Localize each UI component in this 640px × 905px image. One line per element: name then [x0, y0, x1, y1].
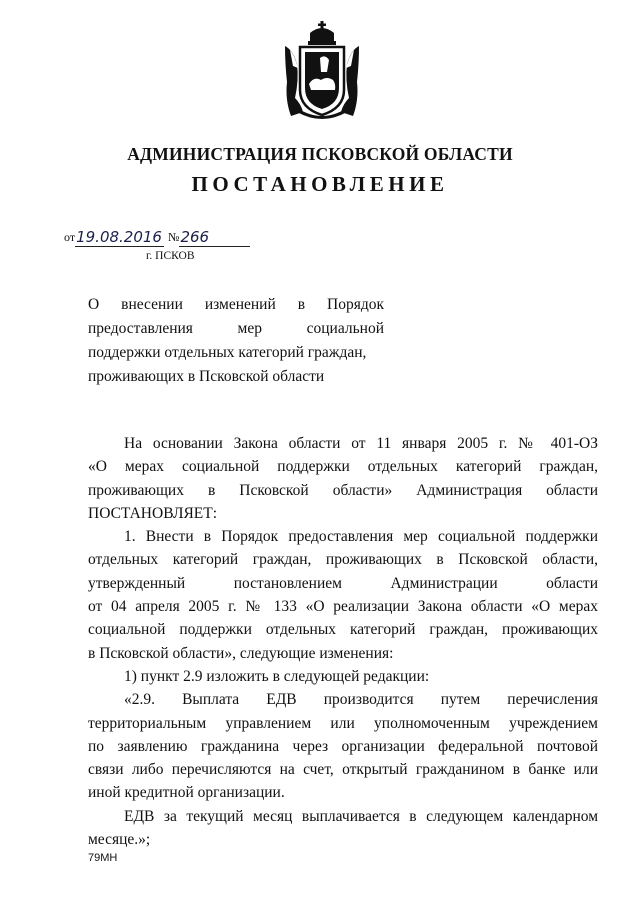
organization-title: АДМИНИСТРАЦИЯ ПСКОВСКОЙ ОБЛАСТИ [127, 144, 513, 164]
body-line: ЕДВ за текущий месяц выплачивается в следующем календарном [124, 807, 598, 825]
document-subject [88, 293, 384, 389]
body-line: территориальным управлением или уполномоченным учреждением [88, 714, 598, 732]
date-number-line [64, 228, 250, 247]
body-line: На основании Закона области от 11 января 2005 г. № 401-ОЗ [124, 435, 598, 452]
body-line: по заявлению гражданина через организации федеральной почтовой [88, 737, 598, 755]
body-line: «2.9. Выплата ЕДВ производится путем перечисления [124, 691, 598, 709]
body-line: утвержденный постановлением Администрации области [88, 574, 598, 592]
body-paragraph-subitem [88, 665, 598, 688]
document-type-title: ПОСТАНОВЛЕНИЕ [191, 172, 449, 196]
body-paragraph-item-1 [88, 525, 598, 665]
pskov-coat-of-arms-icon [281, 20, 363, 120]
body-line: ПОСТАНОВЛЯЕТ: [88, 504, 218, 522]
handwritten-number: 266 [180, 228, 210, 246]
place-of-issue: г. ПСКОВ [146, 250, 195, 262]
body-line: 1. Внести в Порядок предоставления мер социальной поддержки [124, 528, 598, 546]
subject-line: поддержки отдельных категорий граждан, [88, 344, 367, 361]
body-line: отдельных категорий граждан, проживающих в Псковской области, [88, 551, 598, 569]
body-paragraph-preamble [88, 432, 598, 525]
body-line: социальной поддержки отдельных категорий граждан, проживающих [88, 621, 598, 639]
number-prefix: № [167, 230, 180, 244]
date-prefix: от [64, 230, 76, 244]
subject-line: О внесении изменений в Порядок [88, 296, 384, 313]
handwritten-date: 19.08.2016 [76, 228, 162, 246]
date-field [75, 228, 164, 247]
body-line: связи либо перечисляются на счет, открытый гражданином в банке или [88, 761, 598, 779]
body-line: «О мерах социальной поддержки отдельных категорий граждан, [88, 458, 598, 476]
subject-line: проживающих в Псковской области [88, 368, 325, 385]
body-line: месяце.»; [88, 831, 151, 849]
body-line: иной кредитной организации. [88, 784, 285, 802]
body-line: в Псковской области», следующие изменения: [88, 644, 394, 662]
number-field [179, 228, 250, 247]
subject-line: предоставления мер социальной [88, 320, 384, 337]
footer-code: 79МН [88, 852, 118, 864]
document-body [88, 432, 598, 851]
body-paragraph-edv [88, 805, 598, 852]
body-line: от 04 апреля 2005 г. № 133 «О реализации Закона области «О мерах [88, 598, 598, 616]
body-line: проживающих в Псковской области» Администрация области [88, 481, 598, 499]
body-line: 1) пункт 2.9 изложить в следующей редакции: [124, 667, 430, 685]
body-paragraph-quote [88, 688, 598, 804]
